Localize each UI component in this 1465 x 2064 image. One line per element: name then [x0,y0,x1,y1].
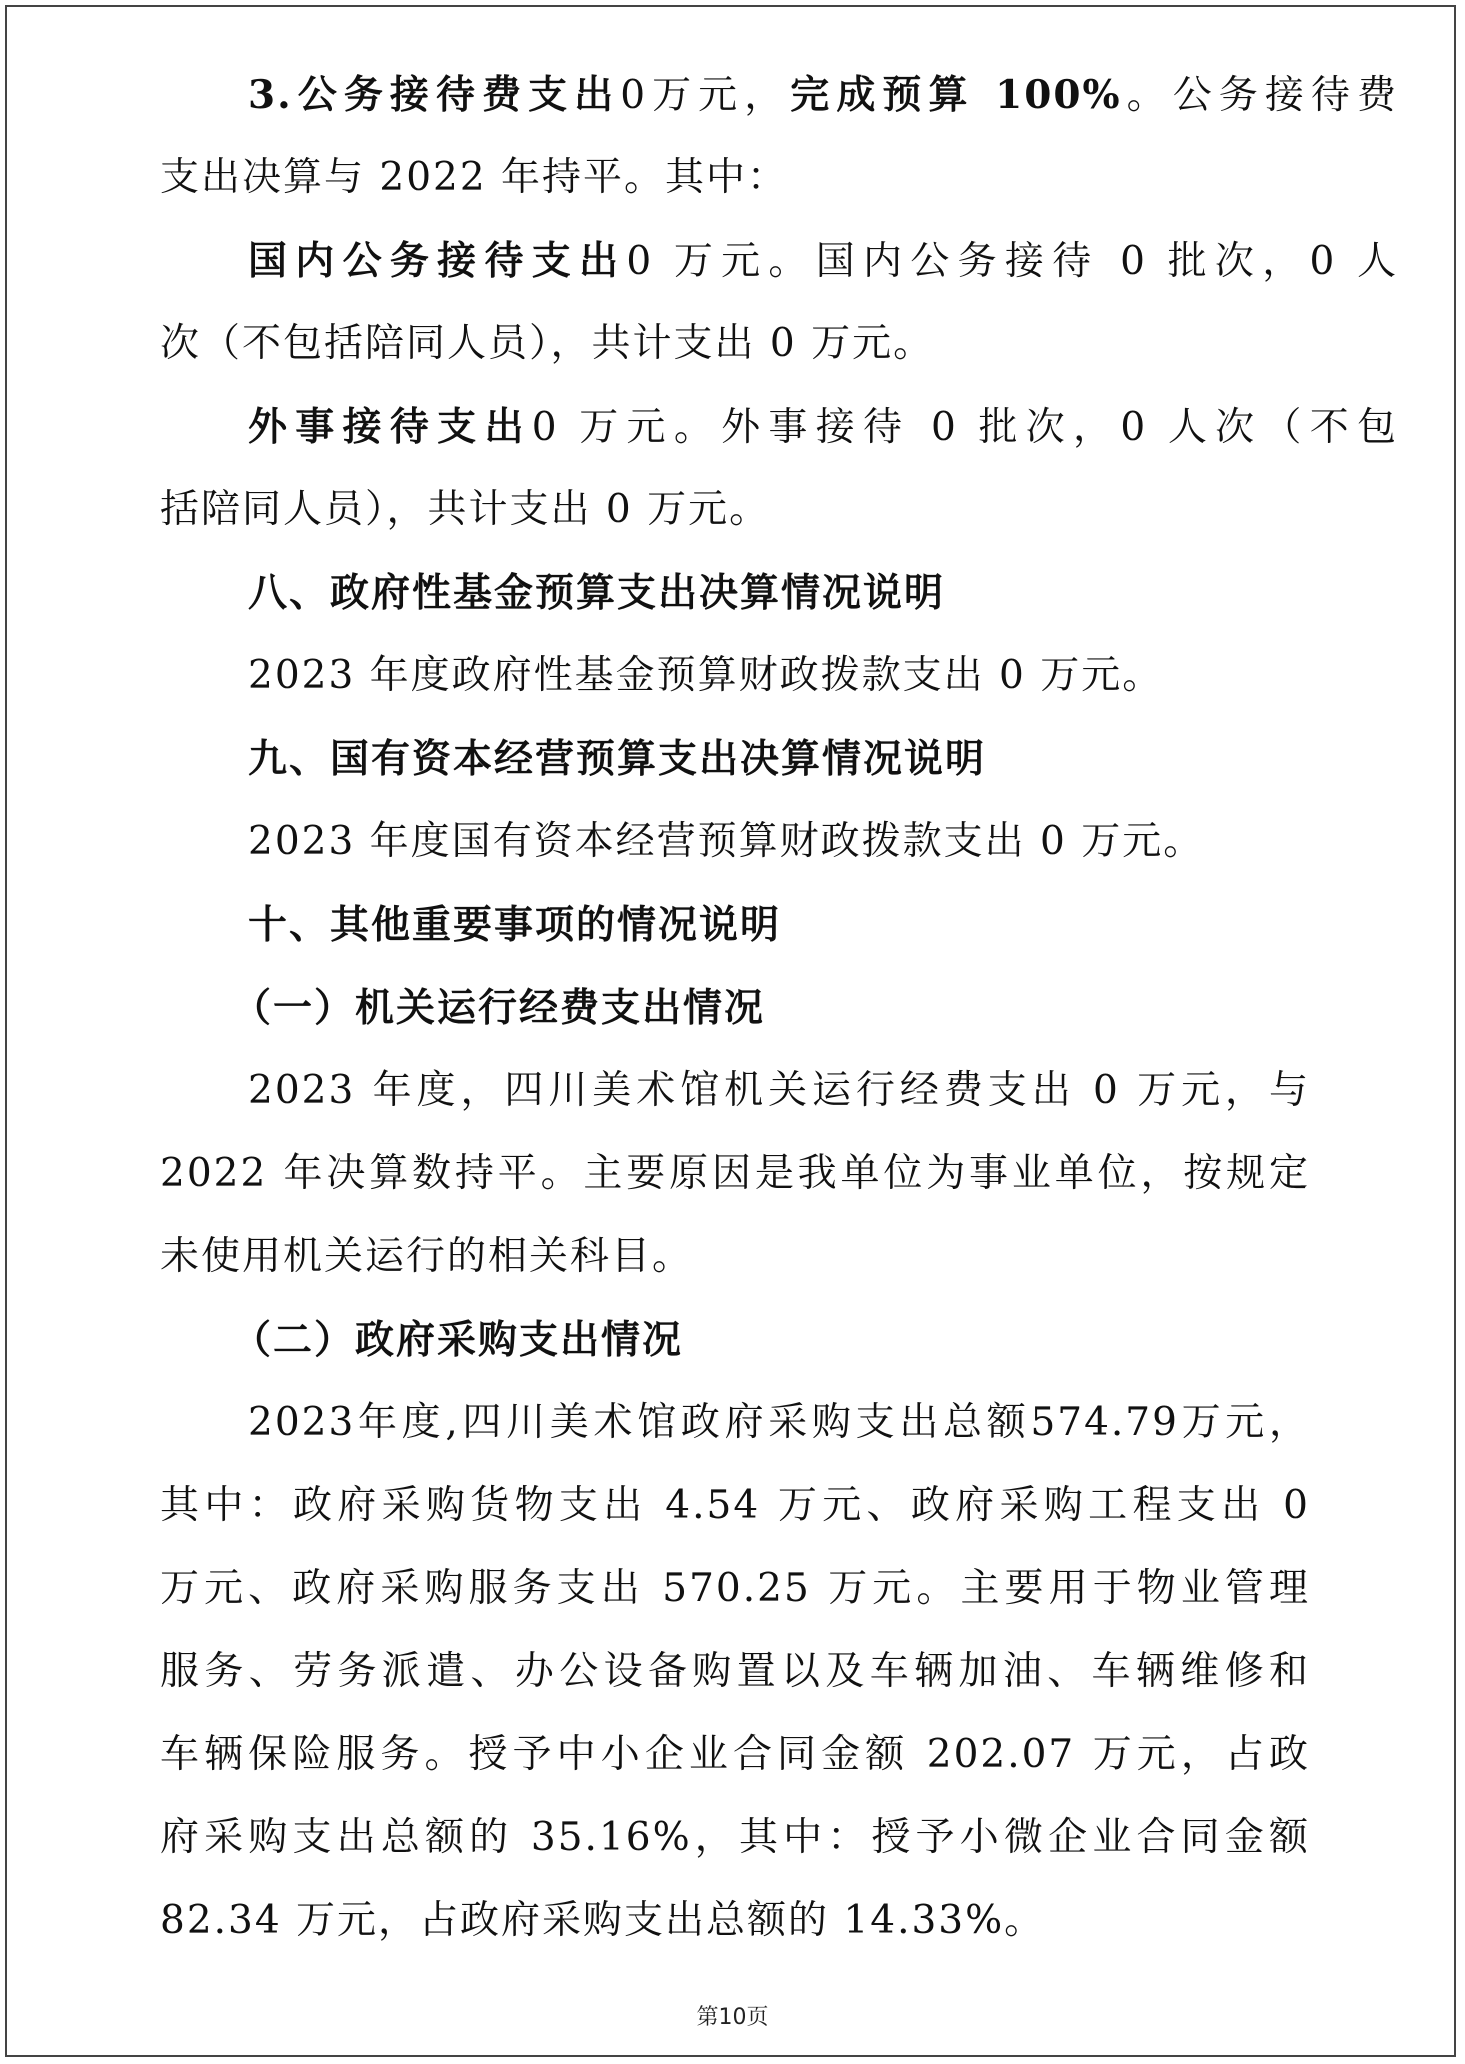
reception-rest: 。公务接待费 [1121,73,1398,118]
subsection-1-line: 未使用机关运行的相关科目。 [160,1234,694,1279]
page-number: 第10页 [696,2005,769,2030]
subsection-2-line: 其中：政府采购货物支出 4.54 万元、政府采购工程支出 0 [160,1483,1310,1528]
section-heading-10: 十、其他重要事项的情况说明 [248,902,782,948]
subsection-1-line: 2022 年决算数持平。主要原因是我单位为事业单位，按规定 [160,1151,1310,1196]
section-heading-8: 八、政府性基金预算支出决算情况说明 [248,570,946,616]
subsection-2-line: 服务、劳务派遣、办公设备购置以及车辆加油、车辆维修和 [160,1649,1310,1694]
subsection-2-line: 2023年度,四川美术馆政府采购支出总额574.79万元， [248,1400,1310,1445]
subsection-2-line: 82.34 万元，占政府采购支出总额的 14.33%。 [160,1898,1046,1943]
foreign-heading: 外事接待支出 [248,404,532,450]
foreign-rest: 0 万元。外事接待 0 批次，0 人次（不包 [531,405,1398,450]
para-reception-line1 [248,70,1398,121]
reception-budget-rate: 完成预算 100% [790,72,1122,118]
domestic-heading: 国内公务接待支出 [248,238,627,284]
subsection-2-line: 车辆保险服务。授予中小企业合同金额 202.07 万元，占政 [160,1732,1310,1777]
para-domestic-line1 [248,236,1398,287]
reception-heading: 3.公务接待费支出 [248,72,621,118]
subsection-1-line: 2023 年度，四川美术馆机关运行经费支出 0 万元，与 [248,1068,1310,1113]
subsection-2-line: 府采购支出总额的 35.16%，其中：授予小微企业合同金额 [160,1815,1310,1860]
reception-amount: 0万元， [620,73,791,118]
section-text-8: 2023 年度政府性基金预算财政拨款支出 0 万元。 [248,653,1164,698]
para-foreign-line2: 括陪同人员），共计支出 0 万元。 [160,487,771,532]
para-domestic-line2: 次（不包括陪同人员），共计支出 0 万元。 [160,321,935,366]
subsection-heading-2: （二）政府采购支出情况 [232,1317,684,1363]
subsection-2-line: 万元、政府采购服务支出 570.25 万元。主要用于物业管理 [160,1566,1310,1611]
section-heading-9: 九、国有资本经营预算支出决算情况说明 [248,736,987,782]
domestic-rest: 0 万元。国内公务接待 0 批次，0 人 [626,239,1398,284]
para-reception-line2: 支出决算与 2022 年持平。其中： [160,155,789,200]
para-foreign-line1 [248,402,1398,453]
subsection-heading-1: （一）机关运行经费支出情况 [232,985,766,1031]
section-text-9: 2023 年度国有资本经营预算财政拨款支出 0 万元。 [248,819,1205,864]
